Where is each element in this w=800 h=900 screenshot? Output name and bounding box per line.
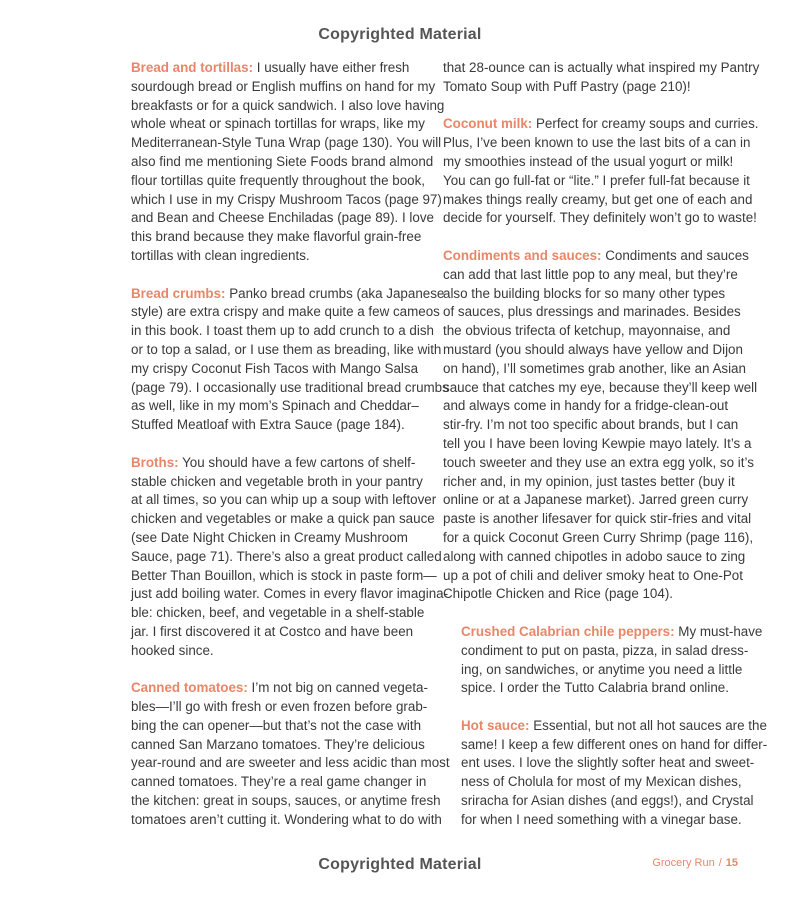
entry-text: stable chicken and vegetable broth in your pantry	[131, 473, 423, 489]
entry-text: online or at a Japanese market). Jarred green curry	[443, 492, 749, 508]
entry-text: as well, like in my mom’s Spinach and Cheddar–	[131, 398, 419, 414]
entry-text: same! I keep a few different ones on hand for differ-	[461, 736, 768, 752]
text-line	[443, 134, 751, 153]
text-line	[443, 266, 743, 285]
entry-text: mustard (you should always have yellow and Dijon	[443, 341, 743, 357]
text-line	[131, 303, 440, 322]
text-line	[461, 661, 743, 680]
entry-text: also the building blocks for so many other types	[443, 285, 726, 301]
text-line	[443, 247, 749, 266]
right-column	[443, 59, 768, 830]
entry-text: ent uses. I love the slightly softer heat and sweet-	[461, 755, 755, 771]
copyright-watermark-bottom: Copyrighted Material	[318, 856, 482, 873]
entry-text: and always come in handy for a fridge-clean-out	[443, 398, 729, 414]
entry-text: chicken and vegetables or make a quick pan sauce	[131, 511, 435, 527]
entry-text: just add boiling water. Comes in every flavor imagina-	[131, 586, 449, 602]
entry-text: can add that last little pop to any meal, but they’re	[443, 266, 738, 282]
text-line	[131, 754, 450, 773]
glossary-entry	[443, 115, 759, 228]
text-line	[461, 736, 768, 755]
paragraph-gap	[131, 435, 431, 454]
entry-text: in this book. I toast them up to add crunch to a dish	[131, 323, 434, 339]
text-line	[131, 491, 437, 510]
entry-text: Sauce, page 71). There’s also a great product called	[131, 548, 442, 564]
entry-text: ble: chicken, beef, and vegetable in a shelf-stable	[131, 605, 425, 621]
footer-section-title: Grocery Run	[652, 857, 715, 869]
entry-text: Stuffed Meatloaf with Extra Sauce (page 184).	[131, 417, 405, 433]
text-line	[443, 303, 743, 322]
entry-text: which I use in my Crispy Mushroom Tacos (page 97)	[131, 191, 442, 207]
text-line	[443, 548, 746, 567]
entry-text: breakfasts or for a quick sandwich. I also love having	[131, 97, 445, 113]
glossary-entry	[443, 59, 760, 97]
text-line	[131, 78, 436, 97]
text-line	[443, 454, 754, 473]
entry-text: for a quick Coconut Green Curry Shrimp (page 116),	[443, 529, 754, 545]
entry-text: of sauces, plus dressings and marinades. Besides	[443, 304, 741, 320]
entry-term: Bread and tortillas:	[131, 60, 254, 75]
text-line	[131, 97, 445, 116]
text-line	[461, 754, 755, 773]
entry-text: Panko bread crumbs (aka Japanese	[225, 285, 445, 301]
text-line	[131, 773, 431, 792]
entry-term: Hot sauce:	[461, 717, 530, 733]
entry-text: ing, on sandwiches, or anytime you need a little	[461, 661, 743, 677]
text-line	[131, 228, 431, 247]
entry-text: tomatoes aren’t cutting it. Wondering what to do with	[131, 811, 442, 827]
text-line	[443, 153, 743, 172]
entry-text: also find me mentioning Siete Foods brand almond	[131, 153, 434, 169]
entry-term: Coconut milk:	[443, 116, 533, 132]
text-line	[461, 811, 743, 830]
entry-text: decide for yourself. They definitely won’t go to waste!	[443, 210, 757, 226]
text-line	[443, 510, 752, 529]
text-line	[131, 134, 442, 153]
text-line	[131, 153, 434, 172]
entry-text: tortillas with clean ingredients.	[131, 247, 310, 263]
entry-text: up a pot of chili and deliver smoky heat to One-Pot	[443, 567, 743, 583]
text-line	[443, 191, 753, 210]
entry-text: sauce that catches my eye, because they’ll keep well	[443, 379, 758, 395]
entry-text: My must-have	[674, 623, 763, 639]
text-line	[131, 567, 437, 586]
glossary-entry	[443, 623, 763, 698]
entry-text: touch sweeter and they use an extra egg yolk, so it’s	[443, 454, 754, 470]
text-line	[131, 397, 431, 416]
glossary-entry	[131, 59, 445, 266]
text-line	[131, 642, 431, 661]
text-line	[443, 529, 754, 548]
text-line	[461, 773, 743, 792]
text-line	[131, 341, 442, 360]
entry-text: makes things really creamy, but get one of each and	[443, 191, 753, 207]
text-line	[443, 341, 743, 360]
entry-text: the obvious trifecta of ketchup, mayonnaise, and	[443, 323, 731, 339]
text-line	[443, 59, 760, 78]
entry-text: sourdough bread or English muffins on hand for my	[131, 78, 436, 94]
text-line	[443, 360, 746, 379]
text-line	[443, 379, 758, 398]
entry-text: jar. I first discovered it at Costco and have been	[131, 623, 414, 639]
entry-term: Crushed Calabrian chile peppers:	[461, 623, 675, 639]
text-line	[443, 473, 743, 492]
entry-text: paste is another lifesaver for quick stir-fries and vital	[443, 511, 752, 527]
entry-text: hooked since.	[131, 642, 214, 658]
text-line	[131, 717, 431, 736]
text-line	[461, 679, 743, 698]
entry-text: sriracha for Asian dishes (and eggs!), and Crystal	[461, 793, 754, 809]
entry-text: the kitchen: great in soups, sauces, or anytime fresh	[131, 793, 441, 809]
text-line	[131, 510, 435, 529]
entry-text: Plus, I’ve been known to use the last bits of a can in	[443, 135, 751, 151]
entry-text: Condiments and sauces	[601, 247, 749, 263]
text-line	[131, 736, 431, 755]
text-line	[131, 360, 431, 379]
entry-text: You can go full-fat or “lite.” I prefer full-fat because it	[443, 172, 750, 188]
text-line	[443, 78, 743, 97]
entry-text: Chipotle Chicken and Rice (page 104).	[443, 586, 674, 602]
glossary-entry	[443, 247, 758, 604]
entry-text: richer and, in my opinion, just tastes better (buy it	[443, 473, 735, 489]
text-line	[461, 642, 749, 661]
entry-text: canned San Marzano tomatoes. They’re delicious	[131, 736, 425, 752]
text-line	[443, 322, 743, 341]
text-line	[461, 623, 763, 642]
entry-term: Bread crumbs:	[131, 285, 226, 301]
text-line	[131, 585, 449, 604]
text-line	[131, 623, 431, 642]
paragraph-gap	[131, 661, 431, 680]
entry-text: Essential, but not all hot sauces are the	[529, 717, 767, 733]
text-line	[131, 416, 431, 435]
entry-text: that 28-ounce can is actually what inspired my Pantry	[443, 60, 760, 75]
entry-text: (see Date Night Chicken in Creamy Mushroom	[131, 529, 408, 545]
entry-term: Broths:	[131, 454, 179, 470]
text-line	[131, 529, 431, 548]
text-line	[443, 209, 757, 228]
page-number: 15	[725, 857, 738, 869]
entry-term: Canned tomatoes:	[131, 680, 248, 696]
text-line	[443, 416, 743, 435]
entry-text: year-round and are sweeter and less acidic than most	[131, 755, 450, 771]
glossary-entry	[131, 454, 449, 661]
text-line	[131, 322, 434, 341]
text-line	[443, 491, 749, 510]
paragraph-gap	[131, 266, 431, 285]
paragraph-gap	[443, 698, 743, 717]
text-line	[131, 191, 442, 210]
text-line	[443, 567, 743, 586]
entry-text: canned tomatoes. They’re a real game changer in	[131, 774, 427, 790]
left-column	[131, 59, 450, 830]
entry-text: my crispy Coconut Fish Tacos with Mango Salsa	[131, 360, 419, 376]
text-line	[461, 717, 767, 736]
text-line	[461, 792, 754, 811]
entry-text: I’m not big on canned vegeta-	[247, 680, 428, 696]
text-line	[131, 454, 431, 473]
text-line	[131, 548, 442, 567]
entry-text: whole wheat or spinach tortillas for wraps, like my	[131, 116, 425, 132]
text-line	[131, 792, 441, 811]
entry-text: my smoothies instead of the usual yogurt or milk!	[443, 153, 734, 169]
glossary-entry	[131, 679, 450, 829]
entry-text: bing the can opener—but that’s not the case with	[131, 717, 422, 733]
paragraph-gap	[443, 228, 743, 247]
entry-text: Perfect for creamy soups and curries.	[532, 116, 759, 132]
glossary-entry	[443, 717, 768, 830]
entry-text: I usually have either fresh	[253, 60, 410, 75]
text-line	[443, 172, 750, 191]
entry-text: Better Than Bouillon, which is stock in paste form—	[131, 567, 437, 583]
entry-text: Tomato Soup with Puff Pastry (page 210)!	[443, 78, 691, 94]
entry-text: bles—I’ll go with fresh or even frozen before grab-	[131, 699, 428, 715]
text-line	[443, 435, 752, 454]
entry-text: spice. I order the Tutto Calabria brand online.	[461, 680, 729, 696]
entry-text: this brand because they make flavorful grain-free	[131, 229, 422, 245]
page-footer	[652, 857, 738, 869]
paragraph-gap	[443, 604, 743, 623]
entry-text: and Bean and Cheese Enchiladas (page 89). I love	[131, 210, 434, 226]
entry-text: or to top a salad, or I use them as breading, like with	[131, 341, 442, 357]
entry-text: stir-fry. I’m not too specific about brands, but I can	[443, 417, 739, 433]
text-line	[131, 115, 431, 134]
entry-text: ness of Cholula for most of my Mexican dishes,	[461, 774, 742, 790]
text-line	[443, 585, 743, 604]
copyright-watermark-top: Copyrighted Material	[318, 26, 482, 43]
footer-separator: /	[718, 857, 722, 869]
text-line	[131, 679, 431, 698]
text-line	[131, 59, 431, 78]
entry-text: style) are extra crispy and make quite a few cameos	[131, 304, 440, 320]
text-line	[131, 604, 431, 623]
entry-text: at all times, so you can whip up a soup with leftover	[131, 492, 437, 508]
text-line	[131, 247, 431, 266]
text-line	[131, 698, 431, 717]
text-line	[131, 285, 445, 304]
entry-text: tell you I have been loving Kewpie mayo lately. It’s a	[443, 435, 752, 451]
entry-text: on hand), I’ll sometimes grab another, like an Asian	[443, 360, 746, 376]
glossary-entry	[131, 285, 449, 435]
text-line	[443, 397, 743, 416]
paragraph-gap	[443, 97, 743, 116]
entry-text: flour tortillas quite frequently throughout the book,	[131, 172, 426, 188]
text-line	[131, 379, 449, 398]
entry-text: Mediterranean-Style Tuna Wrap (page 130). You will	[131, 135, 442, 151]
entry-text: for when I need something with a vinegar base.	[461, 811, 742, 827]
text-line	[443, 285, 743, 304]
text-line	[131, 172, 431, 191]
entry-text: along with canned chipotles in adobo sauce to zing	[443, 548, 746, 564]
text-line	[443, 115, 759, 134]
entry-text: You should have a few cartons of shelf-	[178, 454, 416, 470]
text-line	[131, 473, 431, 492]
text-line	[131, 209, 434, 228]
entry-term: Condiments and sauces:	[443, 247, 602, 263]
entry-text: (page 79). I occasionally use traditional bread crumbs	[131, 379, 449, 395]
entry-text: condiment to put on pasta, pizza, in salad dress-	[461, 642, 749, 658]
text-line	[131, 811, 442, 830]
